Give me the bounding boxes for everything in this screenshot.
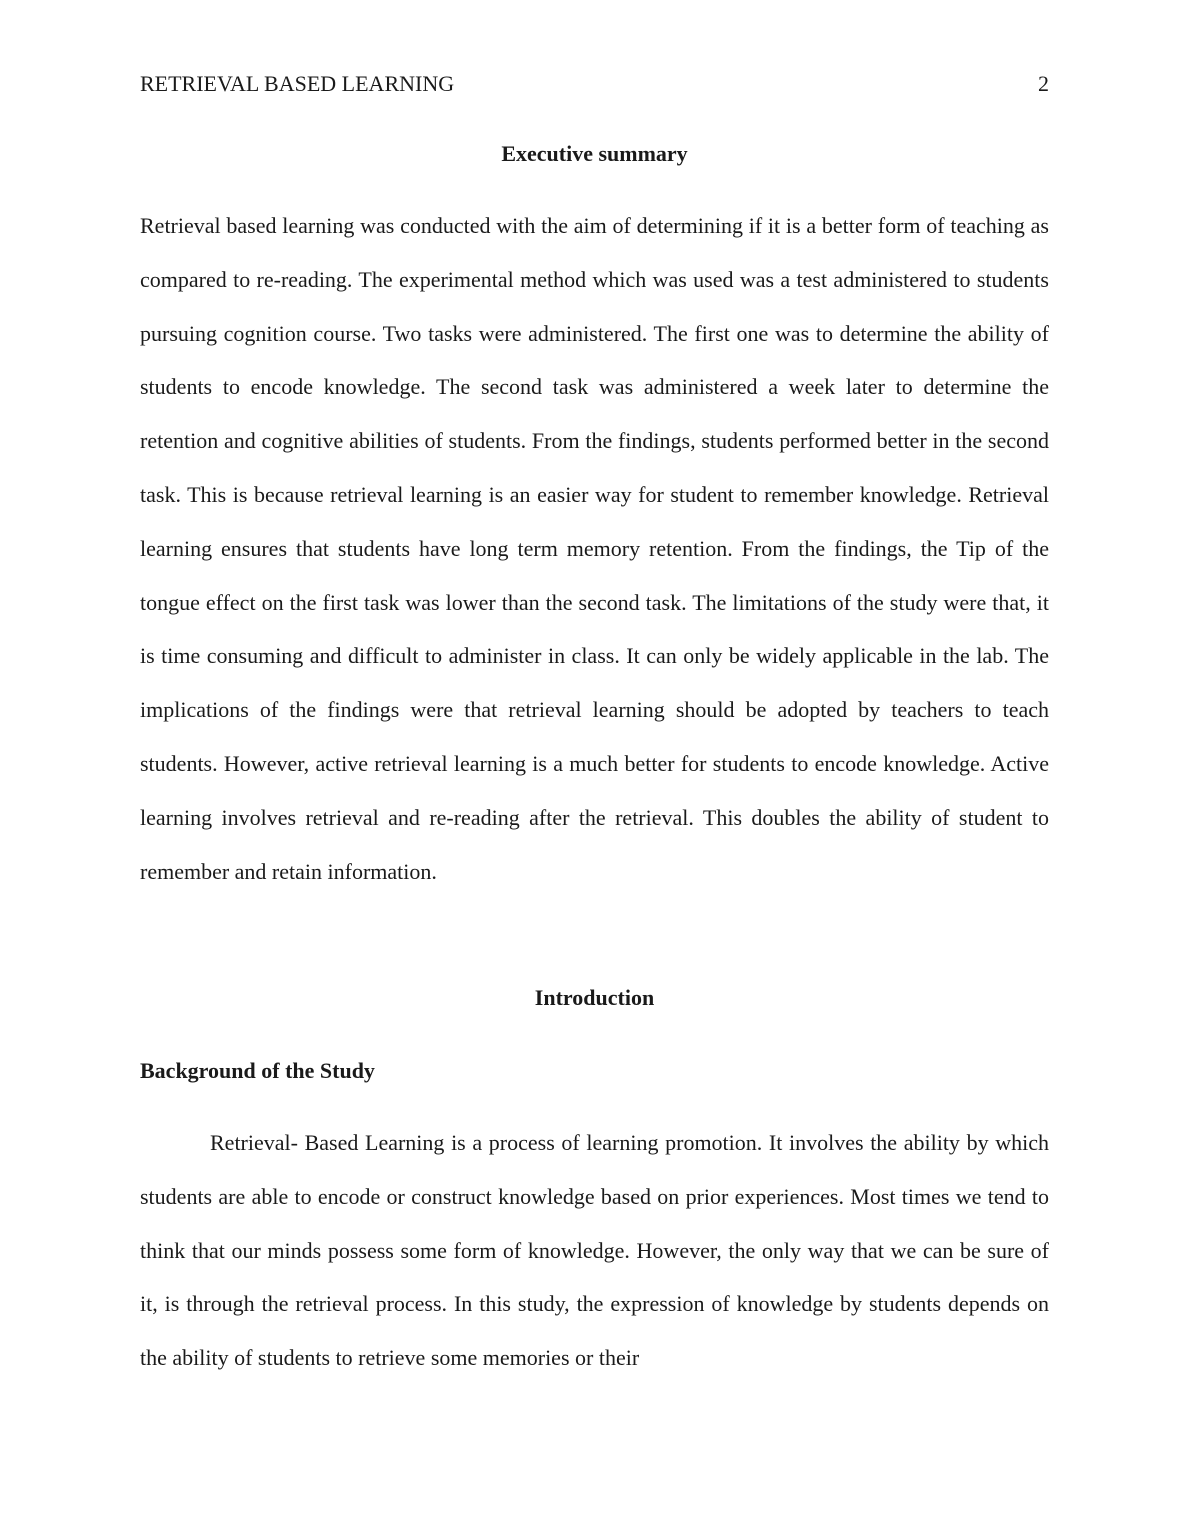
background-paragraph: Retrieval- Based Learning is a process of learning promotion. It involves the ability by which students are able to encode or construct knowledge based on prior experiences. Most times we tend to think that our minds possess some form of knowledge. However, the only way that we can be sure of it, is through the retrieval process. In this study, the expression of knowledge by students depends on the ability of students to retrieve some memories or their bbox=[140, 1130, 1049, 1371]
running-head bbox=[140, 69, 1049, 99]
executive-summary-heading: Executive summary bbox=[501, 141, 688, 166]
running-title: RETRIEVAL BASED LEARNING bbox=[140, 71, 455, 96]
page-number: 2 bbox=[1038, 71, 1049, 96]
background-subheading: Background of the Study bbox=[140, 1058, 375, 1083]
executive-summary-paragraph: Retrieval based learning was conducted with the aim of determining if it is a better form of teaching as compared to re-reading. The experimental method which was used was a test administered to students pursuing cognition course. Two tasks were administered. The first one was to determine the ability of students to encode knowledge. The second task was administered a week later to determine the retention and cognitive abilities of students. From the findings, students performed better in the second task. This is because retrieval learning is an easier way for student to remember knowledge. Retrieval learning ensures that students have long term memory retention. From the findings, the Tip of the tongue effect on the first task was lower than the second task. The limitations of the study were that, it is time consuming and difficult to administer in class. It can only be widely applicable in the lab. The implications of the findings were that retrieval learning should be adopted by teachers to teach students. However, active retrieval learning is a much better for students to encode knowledge. Active learning involves retrieval and re-reading after the retrieval. This doubles the ability of student to remember and retain information. bbox=[140, 213, 1049, 884]
introduction-heading: Introduction bbox=[534, 985, 655, 1010]
